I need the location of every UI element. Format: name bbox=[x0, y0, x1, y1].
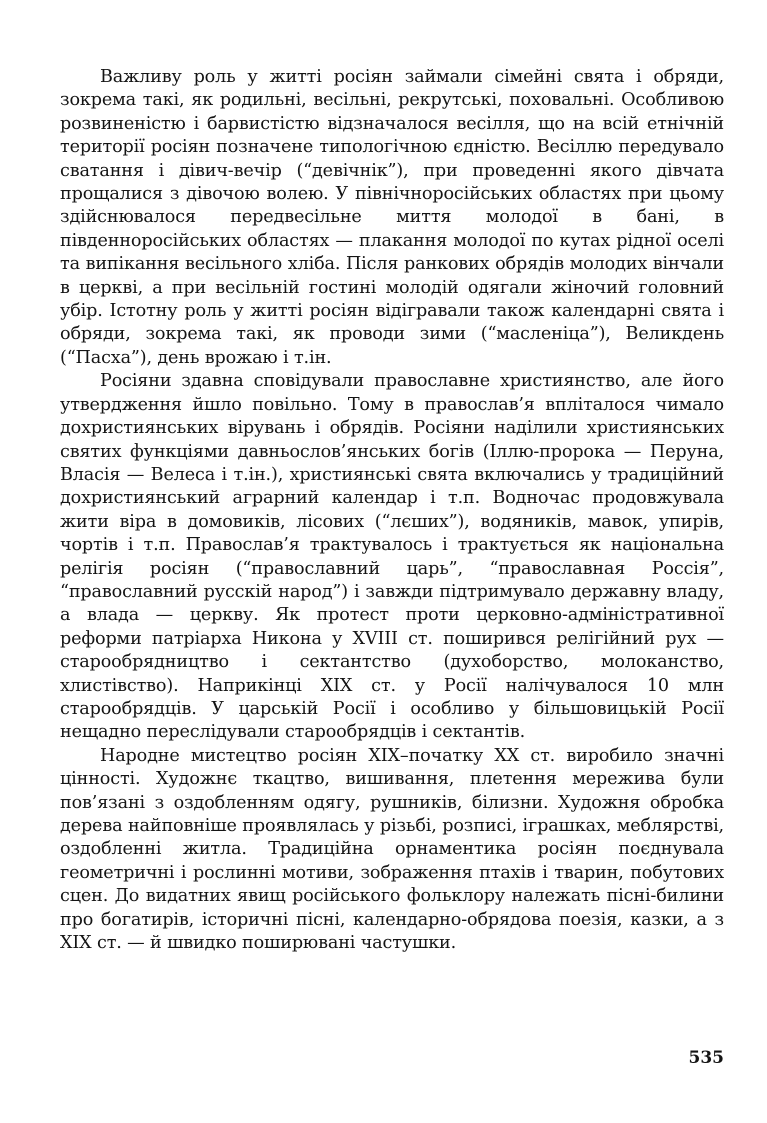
page-number: 535 bbox=[688, 1048, 724, 1068]
page-body bbox=[60, 66, 724, 955]
paragraph-religion: Росіяни здавна сповідували православне християнство, але його утвердження йшло повільно. Тому в православ’я вплiталося чимало дохристиянських вірувань і обрядів. Росіяни наділили християнських святих функціями давньослов’янських богів (Іллю-пророка — Перуна, Власія — Велеса і т.ін.), християнські свята включались у традиційний дохристиянський аграрний календар і т.п. Водночас продовжувала жити віра в домовиків, лісових (“лєших”), водяників, мавок, упирів, чортів і т.п. Православ’я трактувалось і трактується як національна релігія росіян (“православний царь”, “православная Россія”, “православний русскій народ”) і завжди підтримувало державну владу, а влада — церкву. Як протест проти церковно-адміністративної реформи патріарха Никона у XVIII ст. поширився релігійний рух — старообрядництво і сектантство (духоборство, молоканство, хлистівство). Наприкінці XIX ст. у Росії налічувалося 10 млн старообрядців. У царській Росії і особливо у більшовицькій Росії нещадно переслідували старообрядців і сектантів. bbox=[60, 371, 724, 743]
paragraph-family-rituals: Важливу роль у житті росіян займали сімейні свята і обряди, зокрема такі, як родильні, весільні, рекрутські, поховальні. Особливою розвиненістю і барвистістю відзначалося весілля, що на всій етнічній території росіян позначене типологічною єдністю. Весіллю передувало сватання і дівич-вечір (“девічнік”), при проведенні якого дівчата прощалися з дівочою волею. У північноросійських областях при цьому здійснювалося передвесільне миття молодої в бані, в південноросійських областях — плакання молодої по кутах рідної оселі та випікання весільного хліба. Після ранкових обрядів молодих вінчали в церкві, а при весільній гостині молодій одягали жіночий головний убір. Істотну роль у житті росіян відігравали також календарні свята і обряди, зокрема такі, як проводи зими (“масленіца”), Великдень (“Пасха”), день врожаю і т.ін. bbox=[60, 67, 724, 368]
paragraph-folk-art: Народне мистецтво росіян XIX–початку XX ст. виробило значні цінності. Художнє ткацтво, вишивання, плетення мережива були пов’язані з оздобленням одягу, рушників, білизни. Художня обробка дерева найповніше проявлялась у різьбі, розписі, іграшках, меблярстві, оздобленні житла. Традиційна орнаментика росіян поєднувала геометричні і рослинні мотиви, зображення птахів і тварин, побутових сцен. До видатних явищ російського фольклору належать пісні-билини про богатирів, історичні пісні, календарно-обрядова поезія, казки, а з XIX ст. — й швидко поширювані частушки. bbox=[60, 745, 724, 954]
